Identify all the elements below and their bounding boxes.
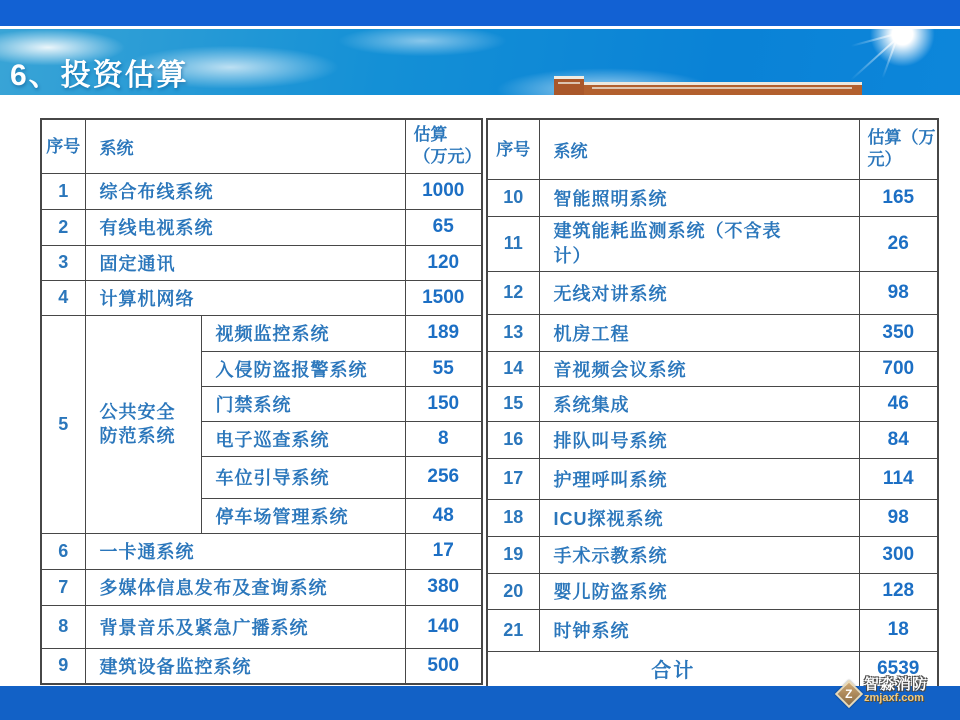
cell-index: 21 — [487, 609, 539, 651]
table-row — [41, 245, 482, 280]
header-index: 序号 — [41, 119, 85, 173]
cell-value: 500 — [405, 648, 482, 684]
table-row — [41, 648, 482, 684]
cell-value: 17 — [405, 533, 482, 569]
table-row — [487, 421, 938, 458]
cell-value: 128 — [859, 573, 938, 609]
table-row — [41, 209, 482, 245]
cell-system: 机房工程 — [539, 314, 859, 351]
table-row — [487, 179, 938, 216]
left-estimate-table — [40, 118, 483, 685]
cell-value: 1500 — [405, 280, 482, 315]
cell-subsystem: 视频监控系统 — [201, 315, 405, 351]
table-row — [41, 315, 482, 351]
cell-system: 手术示教系统 — [539, 536, 859, 573]
cell-value: 150 — [405, 386, 482, 421]
cell-subsystem: 电子巡查系统 — [201, 421, 405, 456]
cell-system: 多媒体信息发布及查询系统 — [85, 569, 405, 605]
watermark-text — [864, 677, 928, 704]
cell-index: 1 — [41, 173, 85, 209]
table-row — [487, 271, 938, 314]
cell-index: 14 — [487, 351, 539, 386]
table-row — [487, 609, 938, 651]
cell-value: 189 — [405, 315, 482, 351]
watermark — [839, 677, 928, 704]
cell-subsystem: 停车场管理系统 — [201, 498, 405, 533]
cell-value: 700 — [859, 351, 938, 386]
cell-system: 建筑能耗监测系统（不含表计） — [539, 216, 859, 271]
cell-index: 5 — [41, 315, 85, 533]
table-row — [41, 173, 482, 209]
cell-system: 综合布线系统 — [85, 173, 405, 209]
cell-subsystem: 入侵防盗报警系统 — [201, 351, 405, 386]
cell-system: ICU探视系统 — [539, 499, 859, 536]
header-index: 序号 — [487, 119, 539, 179]
table-row — [487, 499, 938, 536]
top-bar — [0, 0, 960, 26]
cell-system: 音视频会议系统 — [539, 351, 859, 386]
header-estimate: 估算（万元） — [859, 119, 938, 179]
cell-index: 3 — [41, 245, 85, 280]
cell-index: 8 — [41, 605, 85, 648]
cell-system: 无线对讲系统 — [539, 271, 859, 314]
total-label: 合计 — [487, 651, 859, 687]
cell-index: 16 — [487, 421, 539, 458]
cell-system: 婴儿防盗系统 — [539, 573, 859, 609]
cell-value: 120 — [405, 245, 482, 280]
zhimiao-logo-icon: Z — [835, 680, 863, 708]
cell-index: 2 — [41, 209, 85, 245]
cell-index: 18 — [487, 499, 539, 536]
table-row — [487, 216, 938, 271]
table-header-row — [41, 119, 482, 173]
cell-system-group: 公共安全防范系统 — [85, 315, 201, 533]
cell-index: 9 — [41, 648, 85, 684]
table-row — [487, 536, 938, 573]
table-row — [487, 573, 938, 609]
cell-system: 护理呼叫系统 — [539, 458, 859, 499]
cell-value: 65 — [405, 209, 482, 245]
table-row — [41, 280, 482, 315]
cell-index: 15 — [487, 386, 539, 421]
cell-index: 11 — [487, 216, 539, 271]
cell-system: 智能照明系统 — [539, 179, 859, 216]
cell-value: 48 — [405, 498, 482, 533]
cell-value: 350 — [859, 314, 938, 351]
cell-index: 6 — [41, 533, 85, 569]
building-image — [548, 75, 878, 95]
cell-value: 300 — [859, 536, 938, 573]
total-value: 6539 — [859, 651, 938, 687]
cell-index: 10 — [487, 179, 539, 216]
cell-subsystem: 门禁系统 — [201, 386, 405, 421]
cell-system: 建筑设备监控系统 — [85, 648, 405, 684]
table-row — [41, 533, 482, 569]
header-estimate: 估算（万元） — [405, 119, 482, 173]
cell-value: 1000 — [405, 173, 482, 209]
table-row — [41, 605, 482, 648]
cell-index: 7 — [41, 569, 85, 605]
cell-index: 17 — [487, 458, 539, 499]
cell-index: 4 — [41, 280, 85, 315]
cell-system: 排队叫号系统 — [539, 421, 859, 458]
cell-value: 98 — [859, 271, 938, 314]
cell-value: 114 — [859, 458, 938, 499]
cell-value: 256 — [405, 456, 482, 498]
cell-value: 380 — [405, 569, 482, 605]
cell-value: 84 — [859, 421, 938, 458]
cell-system: 计算机网络 — [85, 280, 405, 315]
cell-value: 26 — [859, 216, 938, 271]
page-title: 6、投资估算 — [10, 59, 189, 92]
table-row — [487, 351, 938, 386]
table-header-row — [487, 119, 938, 179]
bottom-bar — [0, 686, 960, 720]
table-row — [487, 386, 938, 421]
cell-value: 46 — [859, 386, 938, 421]
cell-value: 140 — [405, 605, 482, 648]
cell-value: 18 — [859, 609, 938, 651]
cell-value: 55 — [405, 351, 482, 386]
table-row — [487, 458, 938, 499]
cell-index: 20 — [487, 573, 539, 609]
cell-system: 有线电视系统 — [85, 209, 405, 245]
cell-system: 时钟系统 — [539, 609, 859, 651]
cell-system: 固定通讯 — [85, 245, 405, 280]
cell-system: 一卡通系统 — [85, 533, 405, 569]
header-banner — [0, 29, 960, 95]
cell-value: 8 — [405, 421, 482, 456]
cell-subsystem: 车位引导系统 — [201, 456, 405, 498]
table-row — [487, 314, 938, 351]
table-row — [41, 569, 482, 605]
cell-value: 98 — [859, 499, 938, 536]
watermark-url: zmjaxf.com — [864, 691, 924, 704]
cell-system: 系统集成 — [539, 386, 859, 421]
cell-index: 12 — [487, 271, 539, 314]
cell-system: 背景音乐及紧急广播系统 — [85, 605, 405, 648]
cell-index: 19 — [487, 536, 539, 573]
cell-index: 13 — [487, 314, 539, 351]
header-system: 系统 — [539, 119, 859, 179]
watermark-brand: 智淼消防 — [864, 676, 929, 693]
sun-ray-icon — [882, 33, 900, 79]
cell-value: 165 — [859, 179, 938, 216]
right-estimate-table — [486, 118, 939, 688]
header-system: 系统 — [85, 119, 405, 173]
